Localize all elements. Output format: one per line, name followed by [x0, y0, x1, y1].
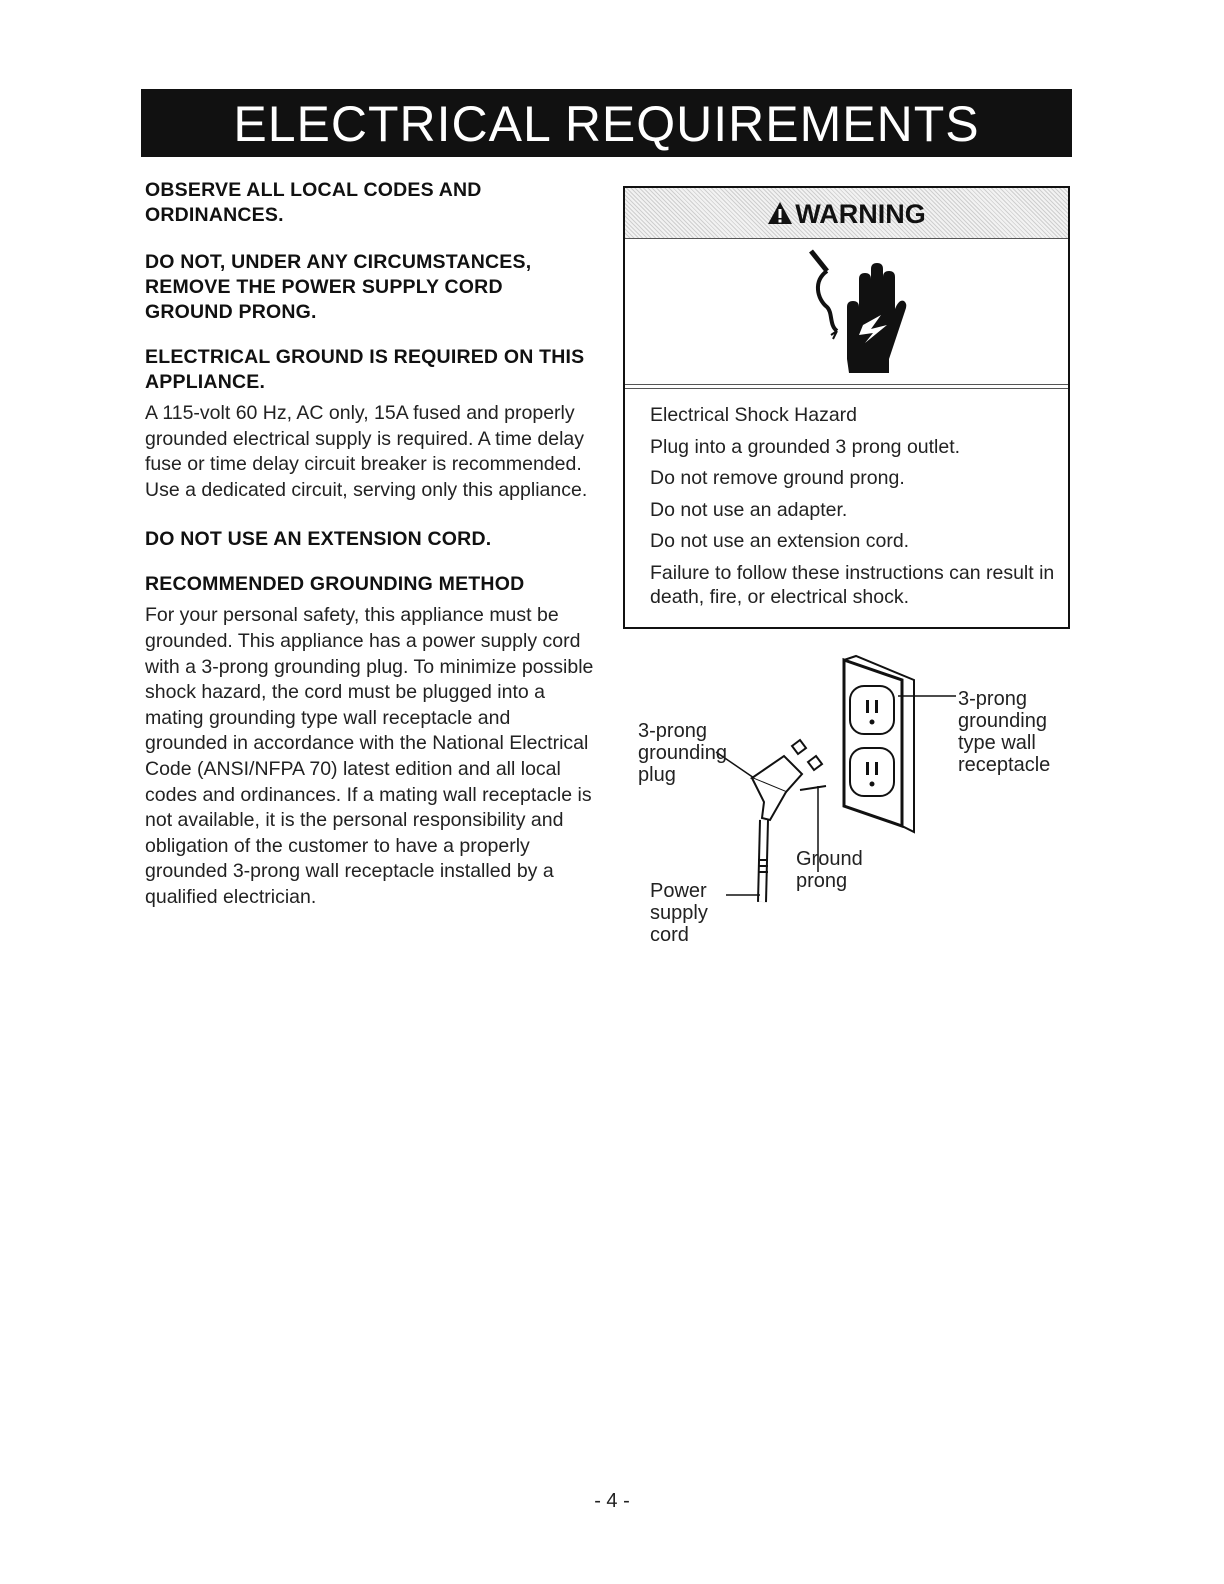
instructions-column [145, 178, 595, 929]
heading-codes: OBSERVE ALL LOCAL CODES AND ORDINANCES. [145, 179, 482, 226]
heading-extension-cord: DO NOT USE AN EXTENSION CORD. [145, 528, 492, 551]
warning-line: Do not remove ground prong. [650, 467, 905, 489]
warning-line: Electrical Shock Hazard [650, 404, 857, 426]
supply-paragraph: A 115-volt 60 Hz, AC only, 15A fused and properly grounded electrical supply is required. A time delay fuse or time delay circuit breaker is recommended. Use a dedicated circuit, serving only this appliance. [145, 402, 588, 501]
heading-ground-required: ELECTRICAL GROUND IS REQUIRED ON THIS APPLIANCE. [145, 346, 585, 393]
warning-triangle-icon [767, 190, 793, 242]
heading-grounding-method: RECOMMENDED GROUNDING METHOD [145, 573, 525, 596]
warning-divider [625, 384, 1068, 385]
warning-line: Do not use an extension cord. [650, 530, 910, 552]
heading-ground-prong: DO NOT, UNDER ANY CIRCUMSTANCES, REMOVE THE POWER SUPPLY CORD GROUND PRONG. [145, 251, 532, 323]
warning-header [625, 188, 1068, 239]
warning-label: WARNING [795, 199, 926, 229]
grounding-diagram [630, 650, 1090, 960]
page-number: - 4 - [594, 1490, 630, 1512]
grounding-paragraph: For your personal safety, this appliance must be grounded. This appliance has a power supply cord with a 3-prong grounding plug. To minimize possible shock hazard, the cord must be plugged into a mating grounding type wall receptacle and grounded in accordance with the National Electrical Code (ANSI/NFPA 70) latest edition and all local codes and ordinances. If a mating wall receptacle is not available, it is the personal responsibility and obligation of the customer to have a properly grounded 3-prong wall receptacle installed by a qualified electrician. [145, 604, 594, 908]
warning-box [623, 186, 1070, 629]
warning-divider-lower [625, 388, 1068, 389]
electrical-shock-hand-icon [809, 249, 909, 374]
warning-line: Plug into a grounded 3 prong outlet. [650, 435, 961, 458]
warning-text [650, 403, 1064, 616]
warning-line: Do not use an adapter. [650, 498, 848, 521]
plug-label: 3-prong grounding plug [638, 720, 727, 786]
page-title: ELECTRICAL REQUIREMENTS [141, 89, 1072, 157]
receptacle-label: 3-prong grounding type wall receptacle [958, 688, 1051, 776]
ground-prong-label: Ground prong [796, 848, 863, 892]
power-cord-label: Power supply cord [650, 880, 708, 946]
warning-icon-area [625, 239, 1068, 386]
warning-line: Failure to follow these instructions can result in death, fire, or electrical shock. [650, 561, 1055, 608]
